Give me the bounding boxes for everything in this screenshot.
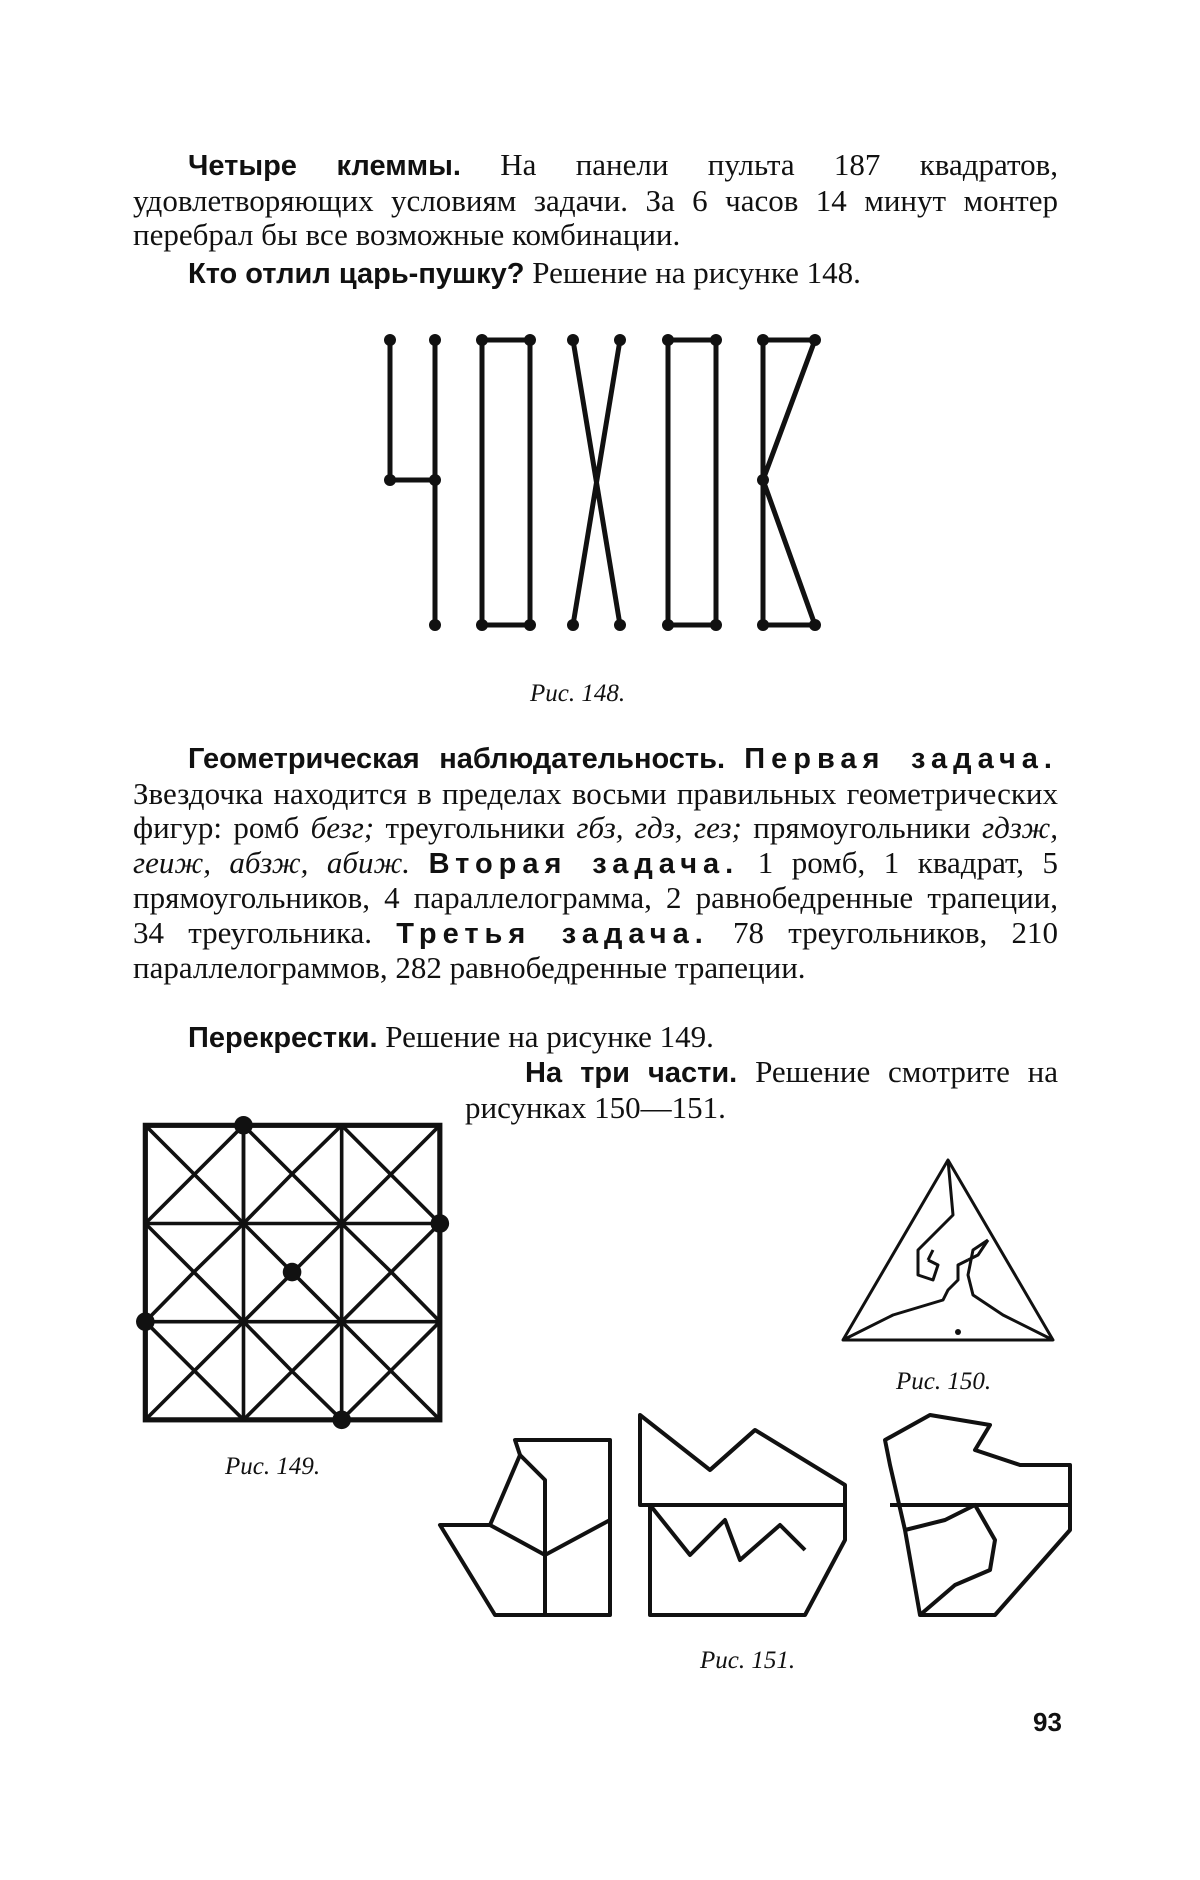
heading-crossroads: Перекрестки. (188, 1022, 378, 1054)
caption-fig-151: Рис. 151. (700, 1647, 796, 1674)
text-rectangles-label: прямоугольники (741, 810, 982, 845)
figure-151-shapes (435, 1410, 1075, 1640)
text-third-task: 78 треугольников, 210 параллелограммов, 282 равнобедренные трапеции. (133, 914, 1058, 985)
caption-fig-149: Рис. 149. (225, 1453, 321, 1480)
text-crossroads: Решение на рисунке 149. (377, 1019, 714, 1054)
text-first-task: Звездочка находится в пределах восьми правильных геометрических фигур: ромб (133, 775, 1058, 845)
text-tsar-cannon: Решение на рисунке 148. (524, 255, 861, 290)
paragraph-tsar-cannon (133, 256, 1058, 292)
heading-tsar-cannon: Кто отлил царь-пушку? (188, 258, 525, 290)
label-first-task: Первая задача. (744, 743, 1058, 775)
paragraph-three-parts (465, 1055, 1058, 1125)
paragraph-crossroads (133, 1020, 1058, 1056)
text-triangles-letters: гбз, гдз, гез; (576, 810, 742, 845)
text-second-task: 1 ромб, 1 квадрат, 5 прямоугольников, 4 параллелограмма, 2 равнобедренные трапеции, 34 треугольника. (133, 844, 1059, 950)
caption-fig-148: Рис. 148. (530, 680, 626, 707)
text-rectangles-letters: гдзж, геиж, абзж, абиж. (133, 810, 1059, 880)
heading-three-parts: На три части. (525, 1057, 738, 1089)
page-number: 93 (1033, 1707, 1062, 1737)
text-three-parts: Решение смотрите на рисунках 150—151. (465, 1054, 1058, 1125)
paragraph-four-terminals (133, 148, 1058, 253)
heading-four-terminals: Четыре клеммы. (188, 150, 461, 182)
text-triangles-label: треугольники (374, 810, 577, 845)
heading-geometric-observation: Геометрическая наблюдательность. (188, 743, 726, 775)
label-second-task: Вторая задача. (428, 847, 740, 880)
label-third-task: Третья задача. (396, 917, 709, 950)
figure-149-grid (135, 1115, 445, 1425)
figure-148-chokhov (370, 330, 830, 640)
text-four-terminals: На панели пульта 187 квадратов, удовлетворяющих условиям задачи. За 6 часов 14 минут монтер перебрал бы все возможные комбинации. (133, 147, 1058, 252)
caption-fig-150: Рис. 150. (896, 1368, 992, 1395)
paragraph-geometric-observation (133, 741, 1058, 986)
figure-150-triangle (838, 1155, 1056, 1350)
text-rhombus-letters: безг; (310, 810, 375, 845)
